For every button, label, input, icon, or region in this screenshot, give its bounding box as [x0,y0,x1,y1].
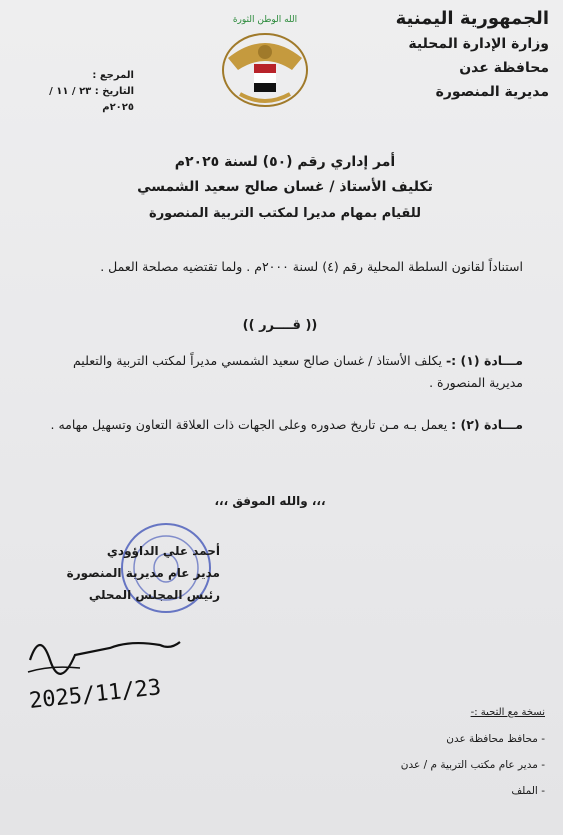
signatory-name: أحمد علي الداؤودي [106,544,220,558]
copy-item-text: محافظ محافظة عدن [446,733,538,745]
signature-block [20,540,220,606]
signatory-title-2: رئيس المجلس المحلي [88,588,220,602]
copy-item: - محافظ محافظة عدن [446,733,545,745]
copies-list [325,700,545,804]
copy-item: - الملف [511,785,545,797]
article-1-label: مـــادة (١) :- [445,353,523,368]
letterhead-line-2: وزارة الإدارة المحلية [408,36,549,52]
article-2-text: يعمل بـه مـن تاريخ صدوره وعلى الجهات ذات العلاقة التعاون وتسهيل مهامه . [50,417,448,432]
handwritten-signature [20,620,220,720]
copy-item-text: الملف [511,785,538,797]
reference-block [14,68,134,116]
letterhead-line-3: محافظة عدن [459,60,549,76]
emblem-text: الله الوطن الثورة [232,15,298,25]
date-line: التاريخ : ٢٣ / ١١ / ٢٠٢٥م [49,86,134,113]
article-1-text: يكلف الأستاذ / غسان صالح سعيد الشمسي مديراً لمكتب التربية والتعليم مديرية المنصورة . [72,353,523,390]
copies-heading: نسخة مع التحية :- [470,707,545,718]
reference-label: المرجع : [92,70,134,81]
signatory-title-1: مدير عام مديرية المنصورة [66,566,220,580]
role-title: للقيام بمهام مديرا لمكتب التربية المنصورة [149,206,421,221]
article-2-label: مـــادة (٢) : [451,417,523,432]
article-1 [43,350,523,394]
letterhead-line-1: الجمهورية اليمنية [395,8,549,29]
order-title: أمر إداري رقم (٥٠) لسنة ٢٠٢٥م [174,154,396,170]
letterhead-line-4: مديرية المنصورة [435,84,549,100]
decree-heading: (( قــــرر )) [242,318,318,333]
copy-item-text: مدير عام مكتب التربية م / عدن [400,759,538,771]
handwritten-date: 2025/11/23 [28,675,163,714]
copy-item: - مدير عام مكتب التربية م / عدن [400,759,545,771]
letterhead-right [379,6,549,104]
intro-paragraph: استناداً لقانون السلطة المحلية رقم (٤) لسنة ٢٠٠٠م . ولما تقتضيه مصلحة العمل . [100,259,523,274]
closing-phrase: ،،، والله الموفق ،،، [214,494,326,508]
yemen-emblem [210,8,320,118]
article-2 [43,414,523,436]
assignment-title: تكليف الأستاذ / غسان صالح سعيد الشمسي [137,179,433,195]
